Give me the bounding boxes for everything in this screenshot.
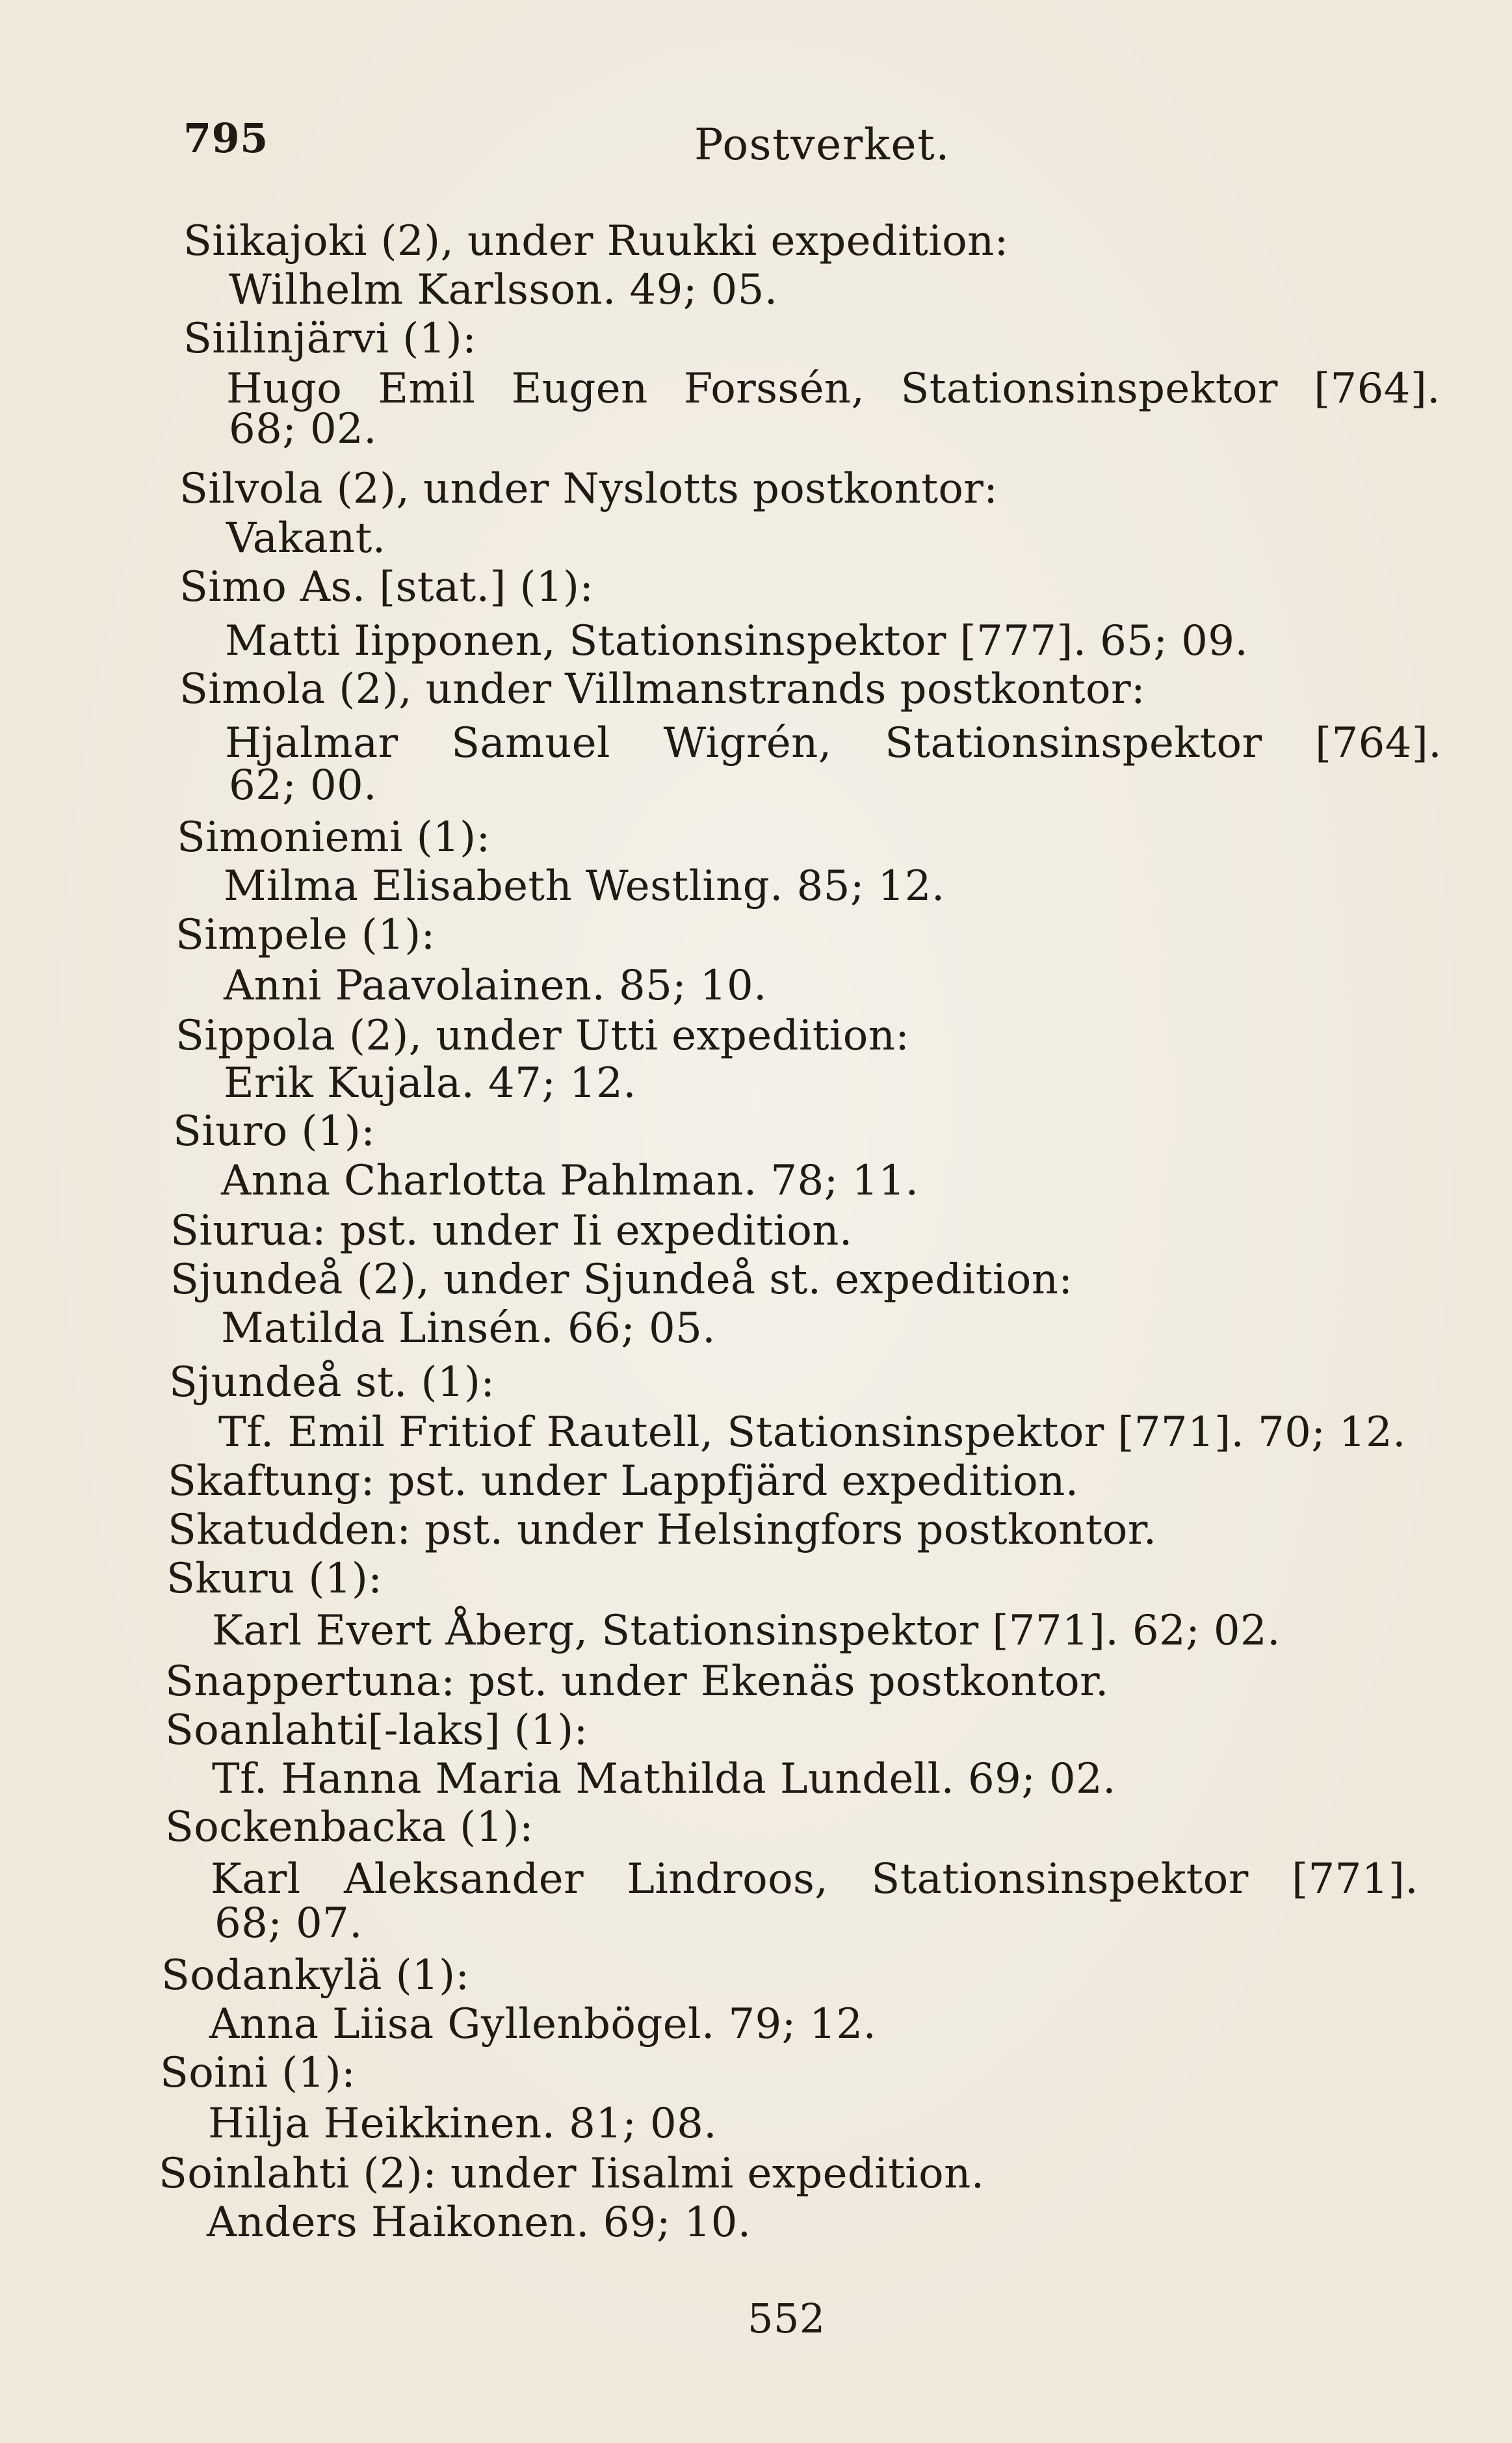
entry-person: Matti Iipponen, Stationsinspektor [777]. 65; 09. bbox=[225, 617, 1249, 665]
word: Stationsinspektor bbox=[900, 365, 1278, 413]
word: Wigrén, bbox=[663, 719, 832, 767]
footer-number: 552 bbox=[748, 2295, 826, 2342]
word: [764]. bbox=[1314, 365, 1440, 413]
entry-person: Anni Paavolainen. 85; 10. bbox=[224, 962, 767, 1010]
entry-heading: Simola (2), under Villmanstrands postkontor: bbox=[179, 665, 1145, 713]
entry-heading: Snappertuna: pst. under Ekenäs postkontor. bbox=[165, 1657, 1109, 1706]
entry-heading: Sippola (2), under Utti expedition: bbox=[176, 1012, 910, 1060]
entry-person: Karl Evert Åberg, Stationsinspektor [771]. 62; 02. bbox=[212, 1607, 1281, 1655]
entry-heading: Siilinjärvi (1): bbox=[183, 315, 477, 363]
entry-person-justified bbox=[226, 364, 1440, 414]
entry-heading: Simo As. [stat.] (1): bbox=[179, 563, 594, 611]
entry-person: Anders Haikonen. 69; 10. bbox=[207, 2199, 751, 2247]
word: Hugo bbox=[226, 365, 343, 413]
entry-heading: Silvola (2), under Nyslotts postkontor: bbox=[179, 465, 998, 513]
entry-heading: Sockenbacka (1): bbox=[165, 1803, 534, 1851]
entry-heading: Sjundeå (2), under Sjundeå st. expedition: bbox=[170, 1256, 1073, 1304]
entry-years: 68; 02. bbox=[229, 405, 377, 453]
entry-heading: Simoniemi (1): bbox=[177, 813, 491, 862]
word: Samuel bbox=[451, 719, 610, 767]
entry-person: Hilja Heikkinen. 81; 08. bbox=[208, 2100, 718, 2148]
entry-heading: Soanlahti[-laks] (1): bbox=[165, 1706, 588, 1754]
word: Aleksander bbox=[344, 1855, 584, 1903]
word: Eugen bbox=[511, 365, 648, 413]
word: Emil bbox=[378, 365, 476, 413]
entry-heading: Soini (1): bbox=[160, 2049, 356, 2097]
entry-person: Tf. Hanna Maria Mathilda Lundell. 69; 02. bbox=[212, 1755, 1116, 1803]
word: Karl bbox=[211, 1855, 301, 1903]
entry-person: Tf. Emil Fritiof Rautell, Stationsinspektor [771]. 70; 12. bbox=[218, 1408, 1406, 1457]
entry-heading: Skaftung: pst. under Lappfjärd expedition. bbox=[168, 1457, 1079, 1505]
entry-heading: Siurua: pst. under Ii expedition. bbox=[170, 1207, 853, 1255]
entry-person-justified bbox=[211, 1855, 1418, 1904]
entry-heading: Skatudden: pst. under Helsingfors postkontor. bbox=[168, 1506, 1157, 1554]
entry-heading: Skuru (1): bbox=[166, 1555, 383, 1603]
entry-person: Anna Charlotta Pahlman. 78; 11. bbox=[221, 1157, 919, 1205]
entry-person: Matilda Linsén. 66; 05. bbox=[221, 1304, 716, 1353]
word: [764]. bbox=[1315, 719, 1442, 767]
entry-person: Erik Kujala. 47; 12. bbox=[224, 1059, 636, 1107]
entry-person-justified bbox=[225, 719, 1442, 768]
entry-person: Milma Elisabeth Westling. 85; 12. bbox=[224, 862, 945, 910]
entry-heading: Siuro (1): bbox=[173, 1107, 376, 1155]
word: Stationsinspektor bbox=[871, 1855, 1249, 1903]
word: [771]. bbox=[1292, 1855, 1418, 1903]
entry-heading: Sodankylä (1): bbox=[161, 1951, 470, 2000]
entry-person: Anna Liisa Gyllenbögel. 79; 12. bbox=[209, 2000, 877, 2048]
entry-heading: Siikajoki (2), under Ruukki expedition: bbox=[183, 217, 1009, 265]
word: Forssén, bbox=[683, 365, 865, 413]
entry-heading: Simpele (1): bbox=[176, 911, 436, 959]
word: Lindroos, bbox=[627, 1855, 829, 1903]
entry-person: Wilhelm Karlsson. 49; 05. bbox=[229, 266, 778, 314]
entry-heading: Sjundeå st. (1): bbox=[169, 1358, 495, 1406]
entry-years: 68; 07. bbox=[215, 1899, 363, 1948]
page-number: 795 bbox=[183, 114, 268, 162]
entry-years: 62; 00. bbox=[229, 761, 377, 810]
word: Stationsinspektor bbox=[885, 719, 1262, 767]
page-title: Postverket. bbox=[694, 120, 950, 170]
entry-person: Vakant. bbox=[226, 514, 386, 562]
word: Hjalmar bbox=[225, 719, 398, 767]
entry-heading: Soinlahti (2): under Iisalmi expedition. bbox=[159, 2150, 985, 2198]
